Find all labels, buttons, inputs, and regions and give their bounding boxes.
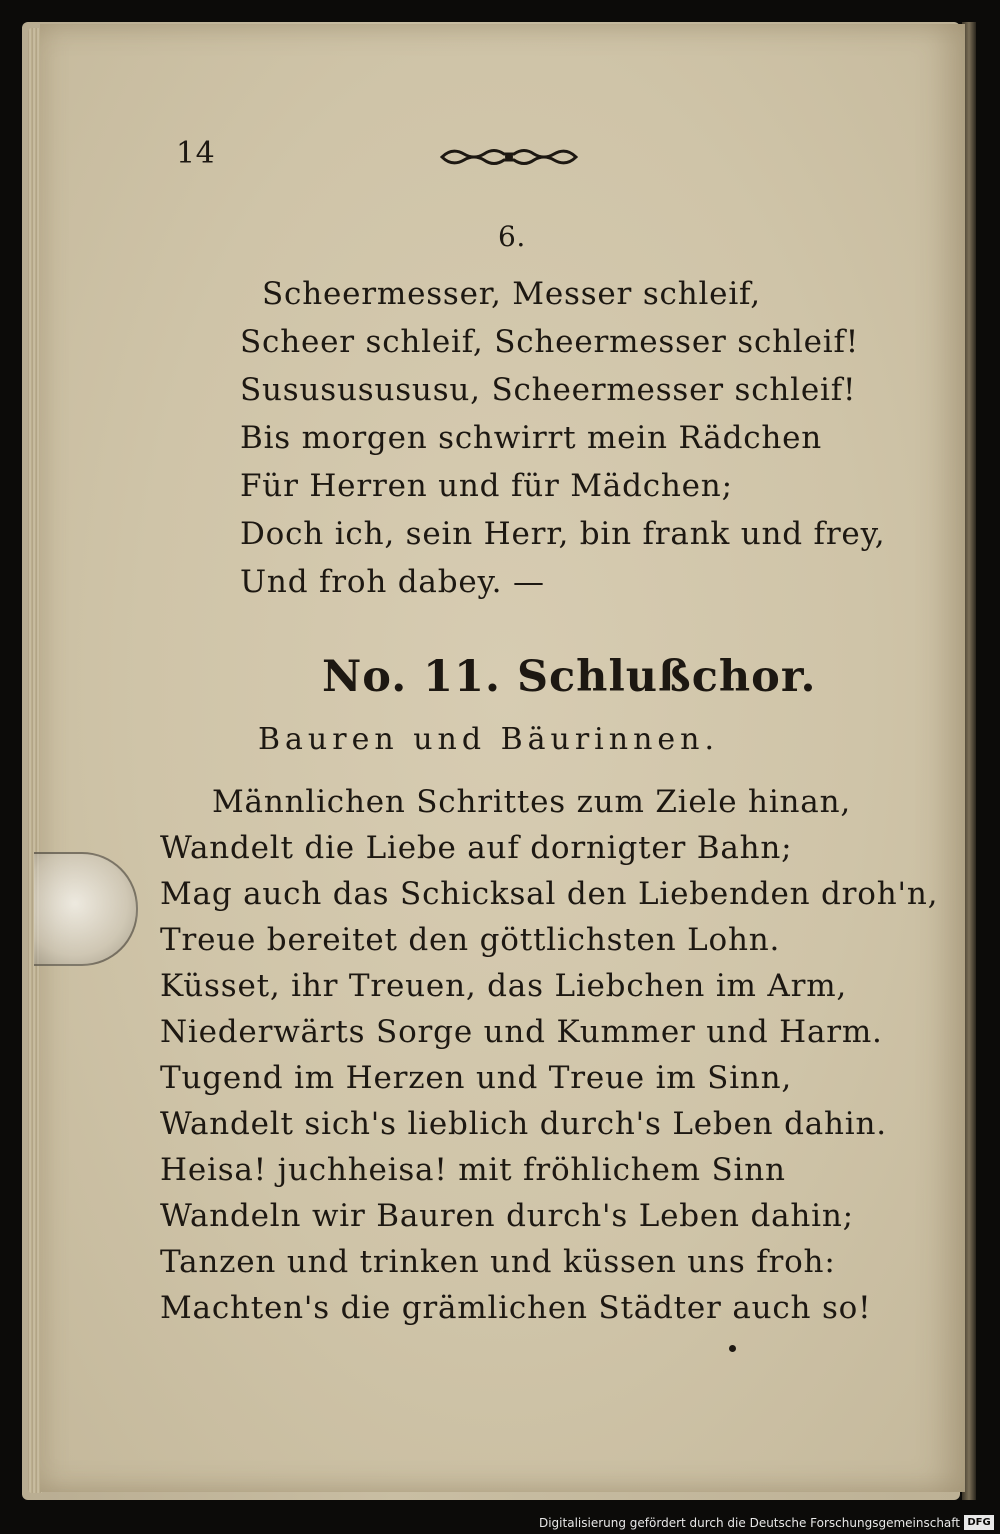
glass-clip — [34, 852, 138, 966]
chorus-line-3: Mag auch das Schicksal den Liebenden droh'n, — [160, 876, 939, 912]
chorus-line-12: Machten's die grämlichen Städter auch so! — [160, 1290, 872, 1326]
stanza-line-2: Scheer schleif, Scheermesser schleif! — [240, 324, 860, 360]
chorus-line-2: Wandelt die Liebe auf dornigter Bahn; — [160, 830, 793, 866]
ornament-divider-icon — [438, 142, 580, 172]
chorus-line-11: Tanzen und trinken und küssen uns froh: — [160, 1244, 836, 1280]
stanza-line-7: Und froh dabey. — — [240, 564, 545, 600]
stanza-line-4: Bis morgen schwirrt mein Rädchen — [240, 420, 823, 456]
ink-dot — [729, 1345, 736, 1352]
chorus-line-8: Wandelt sich's lieblich durch's Leben dahin. — [160, 1106, 887, 1142]
digitization-credit: Digitalisierung gefördert durch die Deutsche Forschungsgemeinschaft — [538, 1516, 960, 1530]
chorus-line-6: Niederwärts Sorge und Kummer und Harm. — [160, 1014, 883, 1050]
stanza-line-1: Scheermesser, Messer schleif, — [262, 276, 761, 312]
chorus-line-7: Tugend im Herzen und Treue im Sinn, — [160, 1060, 793, 1096]
stanza-line-6: Doch ich, sein Herr, bin frank und frey, — [240, 516, 886, 552]
section-subheading: Bauren und Bäurinnen. — [258, 722, 720, 757]
section-heading: No. 11. Schlußchor. — [322, 652, 817, 702]
chorus-line-10: Wandeln wir Bauren durch's Leben dahin; — [160, 1198, 854, 1234]
chorus-line-1: Männlichen Schrittes zum Ziele hinan, — [212, 784, 852, 820]
chorus-line-9: Heisa! juchheisa! mit fröhlichem Sinn — [160, 1152, 786, 1188]
stanza-line-5: Für Herren und für Mädchen; — [240, 468, 733, 504]
chorus-line-5: Küsset, ihr Treuen, das Liebchen im Arm, — [160, 968, 848, 1004]
page-number: 14 — [176, 136, 216, 171]
stanza-number: 6. — [498, 220, 526, 253]
chorus-line-4: Treue bereitet den göttlichsten Lohn. — [160, 922, 781, 958]
dfg-logo: DFG — [964, 1515, 994, 1530]
stanza-line-3: Susususususu, Scheermesser schleif! — [240, 372, 857, 408]
